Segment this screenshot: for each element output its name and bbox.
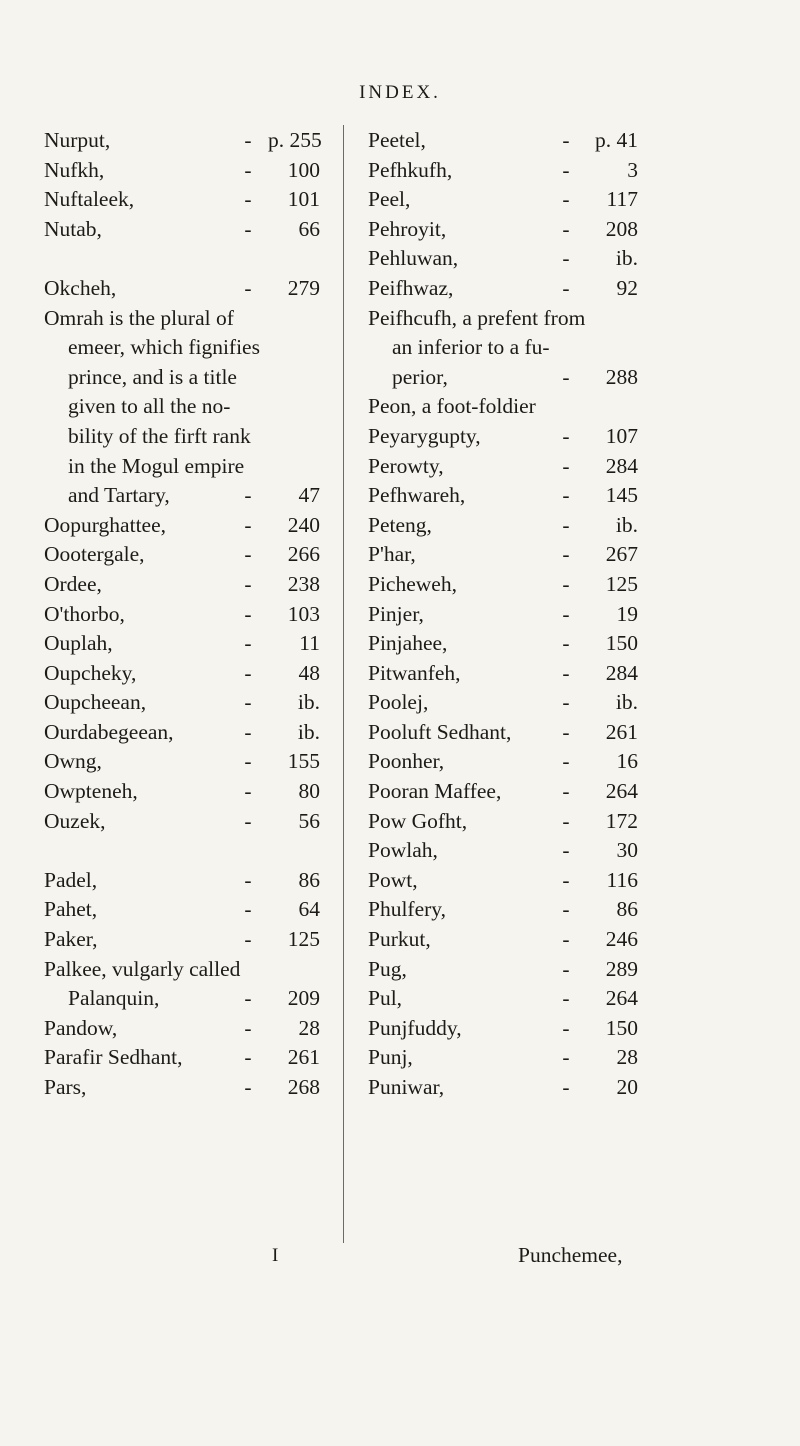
entry-term: Perowty, — [368, 453, 444, 478]
entry-dash: - — [244, 1015, 252, 1040]
entry-term: P'har, — [368, 542, 416, 567]
entry-dash: - — [244, 275, 252, 300]
entry-dash: - — [562, 838, 570, 863]
index-entry — [44, 156, 320, 186]
entry-page-number: ib. — [615, 246, 638, 271]
entry-term: Peyarygupty, — [368, 423, 481, 448]
entry-page-number: 11 — [299, 631, 320, 656]
blank-line — [44, 836, 320, 866]
entry-term: Pinjer, — [368, 601, 424, 626]
entry-page-number: 145 — [605, 483, 638, 508]
entry-term: Owng, — [44, 749, 102, 774]
entry-dash: - — [244, 690, 252, 715]
entry-dash: - — [244, 897, 252, 922]
entry-page-number: 28 — [298, 1015, 320, 1040]
entry-term: Paker, — [44, 927, 98, 952]
entry-page-number: 86 — [616, 897, 638, 922]
index-entry — [44, 659, 320, 689]
entry-term: Nurput, — [44, 128, 111, 152]
entry-dash: - — [562, 601, 570, 626]
entry-term: Pul, — [368, 986, 403, 1011]
entry-term: Peteng, — [368, 512, 432, 537]
entry-dash: - — [562, 808, 570, 833]
index-text-line: Peon, a foot-foldier — [368, 394, 536, 419]
entry-dash: - — [562, 453, 570, 478]
entry-dash: - — [244, 631, 252, 656]
index-column-right — [368, 126, 638, 1103]
entry-page-number: 289 — [605, 956, 638, 981]
entry-page-number: 47 — [298, 483, 320, 508]
index-entry — [368, 422, 638, 452]
index-entry — [44, 540, 320, 570]
entry-page-number: 20 — [616, 1075, 638, 1099]
entry-page-number: 172 — [605, 808, 638, 833]
entry-term: Pug, — [368, 956, 407, 981]
entry-page-number: 238 — [287, 571, 320, 596]
entry-dash: - — [244, 542, 252, 567]
entry-dash: - — [562, 690, 570, 715]
entry-dash: - — [562, 986, 570, 1011]
index-entry — [44, 984, 320, 1014]
entry-term: Pefhkufh, — [368, 157, 453, 182]
entry-page-number: 261 — [287, 1045, 320, 1070]
index-entry — [368, 126, 638, 156]
index-entry — [44, 511, 320, 541]
entry-page-number: 264 — [605, 779, 638, 804]
index-entry — [368, 215, 638, 245]
entry-page-number: 92 — [616, 275, 638, 300]
index-text-line: in the Mogul empire — [68, 453, 245, 478]
entry-dash: - — [244, 157, 252, 182]
index-entry — [44, 1073, 320, 1103]
index-entry — [368, 836, 638, 866]
entry-term: Ordee, — [44, 571, 102, 596]
index-entry — [368, 718, 638, 748]
index-entry — [368, 185, 638, 215]
entry-page-number: 101 — [287, 187, 320, 212]
entry-page-number: 100 — [287, 157, 320, 182]
index-text-line: Peifhcufh, a prefent from — [368, 305, 586, 330]
index-text-line: Palkee, vulgarly called — [44, 956, 241, 981]
index-entry — [368, 984, 638, 1014]
entry-term: perior, — [392, 364, 448, 389]
catchword: Punchemee, — [518, 1243, 623, 1267]
entry-dash: - — [562, 719, 570, 744]
entry-page-number: 264 — [605, 986, 638, 1011]
index-entry — [44, 1014, 320, 1044]
entry-term: Pefhwareh, — [368, 483, 466, 508]
entry-term: Poolej, — [368, 690, 429, 715]
entry-term: Pahet, — [44, 897, 98, 922]
entry-page-number: 64 — [298, 897, 320, 922]
index-entry — [44, 895, 320, 925]
entry-term: Ouzek, — [44, 808, 106, 833]
entry-page-number: 284 — [605, 453, 638, 478]
entry-term: Nufkh, — [44, 157, 105, 182]
entry-term: Nutab, — [44, 216, 102, 241]
index-entry — [368, 807, 638, 837]
entry-page-number: 246 — [605, 927, 638, 952]
entry-dash: - — [562, 187, 570, 212]
entry-term: Phulfery, — [368, 897, 447, 922]
index-entry — [368, 1043, 638, 1073]
index-entry — [368, 540, 638, 570]
entry-term: Parafir Sedhant, — [44, 1045, 183, 1070]
entry-dash: - — [244, 719, 252, 744]
entry-term: Poonher, — [368, 749, 445, 774]
entry-dash: - — [562, 1015, 570, 1040]
index-entry — [368, 866, 638, 896]
entry-page-number: 56 — [298, 808, 320, 833]
entry-page-number: 155 — [287, 749, 320, 774]
entry-term: Pehroyit, — [368, 216, 447, 241]
entry-page-number: 279 — [287, 275, 320, 300]
entry-dash: - — [562, 128, 570, 152]
index-entry — [368, 659, 638, 689]
entry-page-number: 103 — [287, 601, 320, 626]
entry-page-number: 288 — [605, 364, 638, 389]
index-column-left — [44, 126, 320, 1103]
entry-term: Pow Gofht, — [368, 808, 468, 833]
entry-term: Punj, — [368, 1045, 413, 1070]
entry-dash: - — [244, 601, 252, 626]
entry-term: Powlah, — [368, 838, 438, 863]
entry-dash: - — [562, 246, 570, 271]
entry-term: Peel, — [368, 187, 411, 212]
index-entry — [44, 185, 320, 215]
index-entry — [44, 866, 320, 896]
index-entry — [368, 481, 638, 511]
entry-term: Ouplah, — [44, 631, 113, 656]
entry-term: Pinjahee, — [368, 631, 448, 656]
entry-term: Peetel, — [368, 128, 426, 152]
entry-dash: - — [244, 1075, 252, 1099]
entry-dash: - — [244, 187, 252, 212]
entry-page-number: 125 — [287, 927, 320, 952]
entry-page-number: ib. — [297, 719, 320, 744]
entry-dash: - — [244, 512, 252, 537]
entry-page-number: 261 — [605, 719, 638, 744]
entry-term: Pehluwan, — [368, 246, 459, 271]
entry-dash: - — [562, 542, 570, 567]
entry-term: Puniwar, — [368, 1075, 445, 1099]
index-entry — [368, 629, 638, 659]
entry-term: Purkut, — [368, 927, 431, 952]
entry-page-number: 284 — [605, 660, 638, 685]
entry-page-number: 266 — [287, 542, 320, 567]
index-entry — [368, 895, 638, 925]
index-entry — [368, 452, 638, 482]
entry-term: Punjfuddy, — [368, 1015, 462, 1040]
index-entry — [368, 955, 638, 985]
index-entry — [368, 1014, 638, 1044]
entry-dash: - — [562, 1045, 570, 1070]
entry-page-number: 80 — [298, 779, 320, 804]
entry-dash: - — [244, 571, 252, 596]
entry-page-number: ib. — [615, 512, 638, 537]
entry-page-number: 150 — [605, 1015, 638, 1040]
entry-dash: - — [562, 867, 570, 892]
entry-page-number: 48 — [298, 660, 320, 685]
blank-line — [44, 244, 320, 274]
index-entry — [44, 215, 320, 245]
index-entry — [368, 600, 638, 630]
index-entry — [44, 600, 320, 630]
entry-term: Pooran Maffee, — [368, 779, 502, 804]
entry-term: Nuftaleek, — [44, 187, 135, 212]
entry-page-number: 268 — [287, 1075, 320, 1099]
entry-dash: - — [562, 749, 570, 774]
index-entry — [368, 570, 638, 600]
index-entry — [44, 1043, 320, 1073]
entry-dash: - — [244, 927, 252, 952]
index-entry — [44, 777, 320, 807]
index-entry — [368, 688, 638, 718]
entry-page-number: 116 — [606, 867, 638, 892]
entry-page-number: 125 — [605, 571, 638, 596]
entry-page-number: 16 — [616, 749, 638, 774]
entry-page-number: 267 — [605, 542, 638, 567]
index-text-line: Omrah is the plural of — [44, 305, 234, 330]
entry-term: Pitwanfeh, — [368, 660, 461, 685]
entry-page-number: 150 — [605, 631, 638, 656]
index-entry — [368, 244, 638, 274]
index-entry — [44, 925, 320, 955]
index-text-line: an inferior to a fu- — [392, 335, 550, 360]
entry-page-number: 107 — [605, 423, 638, 448]
entry-dash: - — [562, 571, 570, 596]
index-entry — [368, 363, 638, 393]
entry-dash: - — [244, 808, 252, 833]
index-entry — [368, 925, 638, 955]
index-entry — [44, 718, 320, 748]
signature-mark: I — [272, 1245, 279, 1266]
entry-page-number: 117 — [606, 187, 638, 212]
entry-term: O'thorbo, — [44, 601, 125, 626]
entry-dash: - — [562, 483, 570, 508]
entry-dash: - — [244, 749, 252, 774]
entry-term: Peifhwaz, — [368, 275, 454, 300]
entry-dash: - — [244, 1045, 252, 1070]
entry-dash: - — [244, 483, 252, 508]
entry-page-number: p. 41 — [595, 128, 638, 152]
entry-dash: - — [562, 512, 570, 537]
entry-dash: - — [244, 216, 252, 241]
entry-page-number: p. 255 — [268, 128, 322, 152]
entry-term: Oootergale, — [44, 542, 145, 567]
index-entry — [368, 156, 638, 186]
entry-page-number: 66 — [298, 216, 320, 241]
entry-term: and Tartary, — [68, 483, 170, 508]
entry-dash: - — [562, 364, 570, 389]
index-text-line: prince, and is a title — [68, 364, 237, 389]
entry-dash: - — [244, 867, 252, 892]
index-entry — [44, 126, 320, 156]
entry-term: Pandow, — [44, 1015, 118, 1040]
index-text-line: bility of the firft rank — [68, 423, 251, 448]
entry-dash: - — [562, 1075, 570, 1099]
index-text-line: given to all the no- — [68, 394, 231, 419]
entry-dash: - — [562, 275, 570, 300]
index-entry — [44, 274, 320, 304]
entry-term: Owpteneh, — [44, 779, 138, 804]
index-entry — [44, 570, 320, 600]
entry-term: Okcheh, — [44, 275, 117, 300]
entry-page-number: 3 — [627, 157, 638, 182]
entry-term: Oupcheky, — [44, 660, 137, 685]
entry-page-number: 209 — [287, 986, 320, 1011]
index-entry — [368, 1073, 638, 1103]
entry-dash: - — [562, 660, 570, 685]
entry-dash: - — [562, 897, 570, 922]
entry-page-number: 28 — [616, 1045, 638, 1070]
entry-dash: - — [562, 216, 570, 241]
index-text-line: emeer, which fignifies — [68, 335, 260, 360]
entry-term: Ourdabegeean, — [44, 719, 174, 744]
entry-dash: - — [244, 986, 252, 1011]
page-header: INDEX. — [359, 82, 441, 103]
entry-term: Powt, — [368, 867, 418, 892]
entry-term: Palanquin, — [68, 986, 160, 1011]
index-entry — [368, 777, 638, 807]
index-entry — [44, 807, 320, 837]
index-entry — [368, 747, 638, 777]
entry-dash: - — [562, 423, 570, 448]
entry-dash: - — [562, 927, 570, 952]
entry-dash: - — [562, 779, 570, 804]
entry-dash: - — [562, 157, 570, 182]
entry-page-number: 30 — [616, 838, 638, 863]
entry-dash: - — [562, 631, 570, 656]
index-entry — [44, 481, 320, 511]
entry-term: Picheweh, — [368, 571, 457, 596]
index-entry — [368, 274, 638, 304]
entry-term: Oupcheean, — [44, 690, 147, 715]
entry-term: Pooluft Sedhant, — [368, 719, 512, 744]
column-divider — [343, 125, 344, 1243]
entry-term: Oopurghattee, — [44, 512, 166, 537]
index-entry — [44, 688, 320, 718]
entry-dash: - — [244, 779, 252, 804]
entry-page-number: 86 — [298, 867, 320, 892]
index-entry — [368, 511, 638, 541]
entry-dash: - — [244, 128, 252, 152]
entry-dash: - — [244, 660, 252, 685]
entry-page-number: 19 — [616, 601, 638, 626]
entry-page-number: ib. — [615, 690, 638, 715]
entry-page-number: 240 — [287, 512, 320, 537]
index-entry — [44, 629, 320, 659]
entry-dash: - — [562, 956, 570, 981]
entry-term: Pars, — [44, 1075, 87, 1099]
entry-term: Padel, — [44, 867, 98, 892]
entry-page-number: ib. — [297, 690, 320, 715]
index-entry — [44, 747, 320, 777]
entry-page-number: 208 — [605, 216, 638, 241]
